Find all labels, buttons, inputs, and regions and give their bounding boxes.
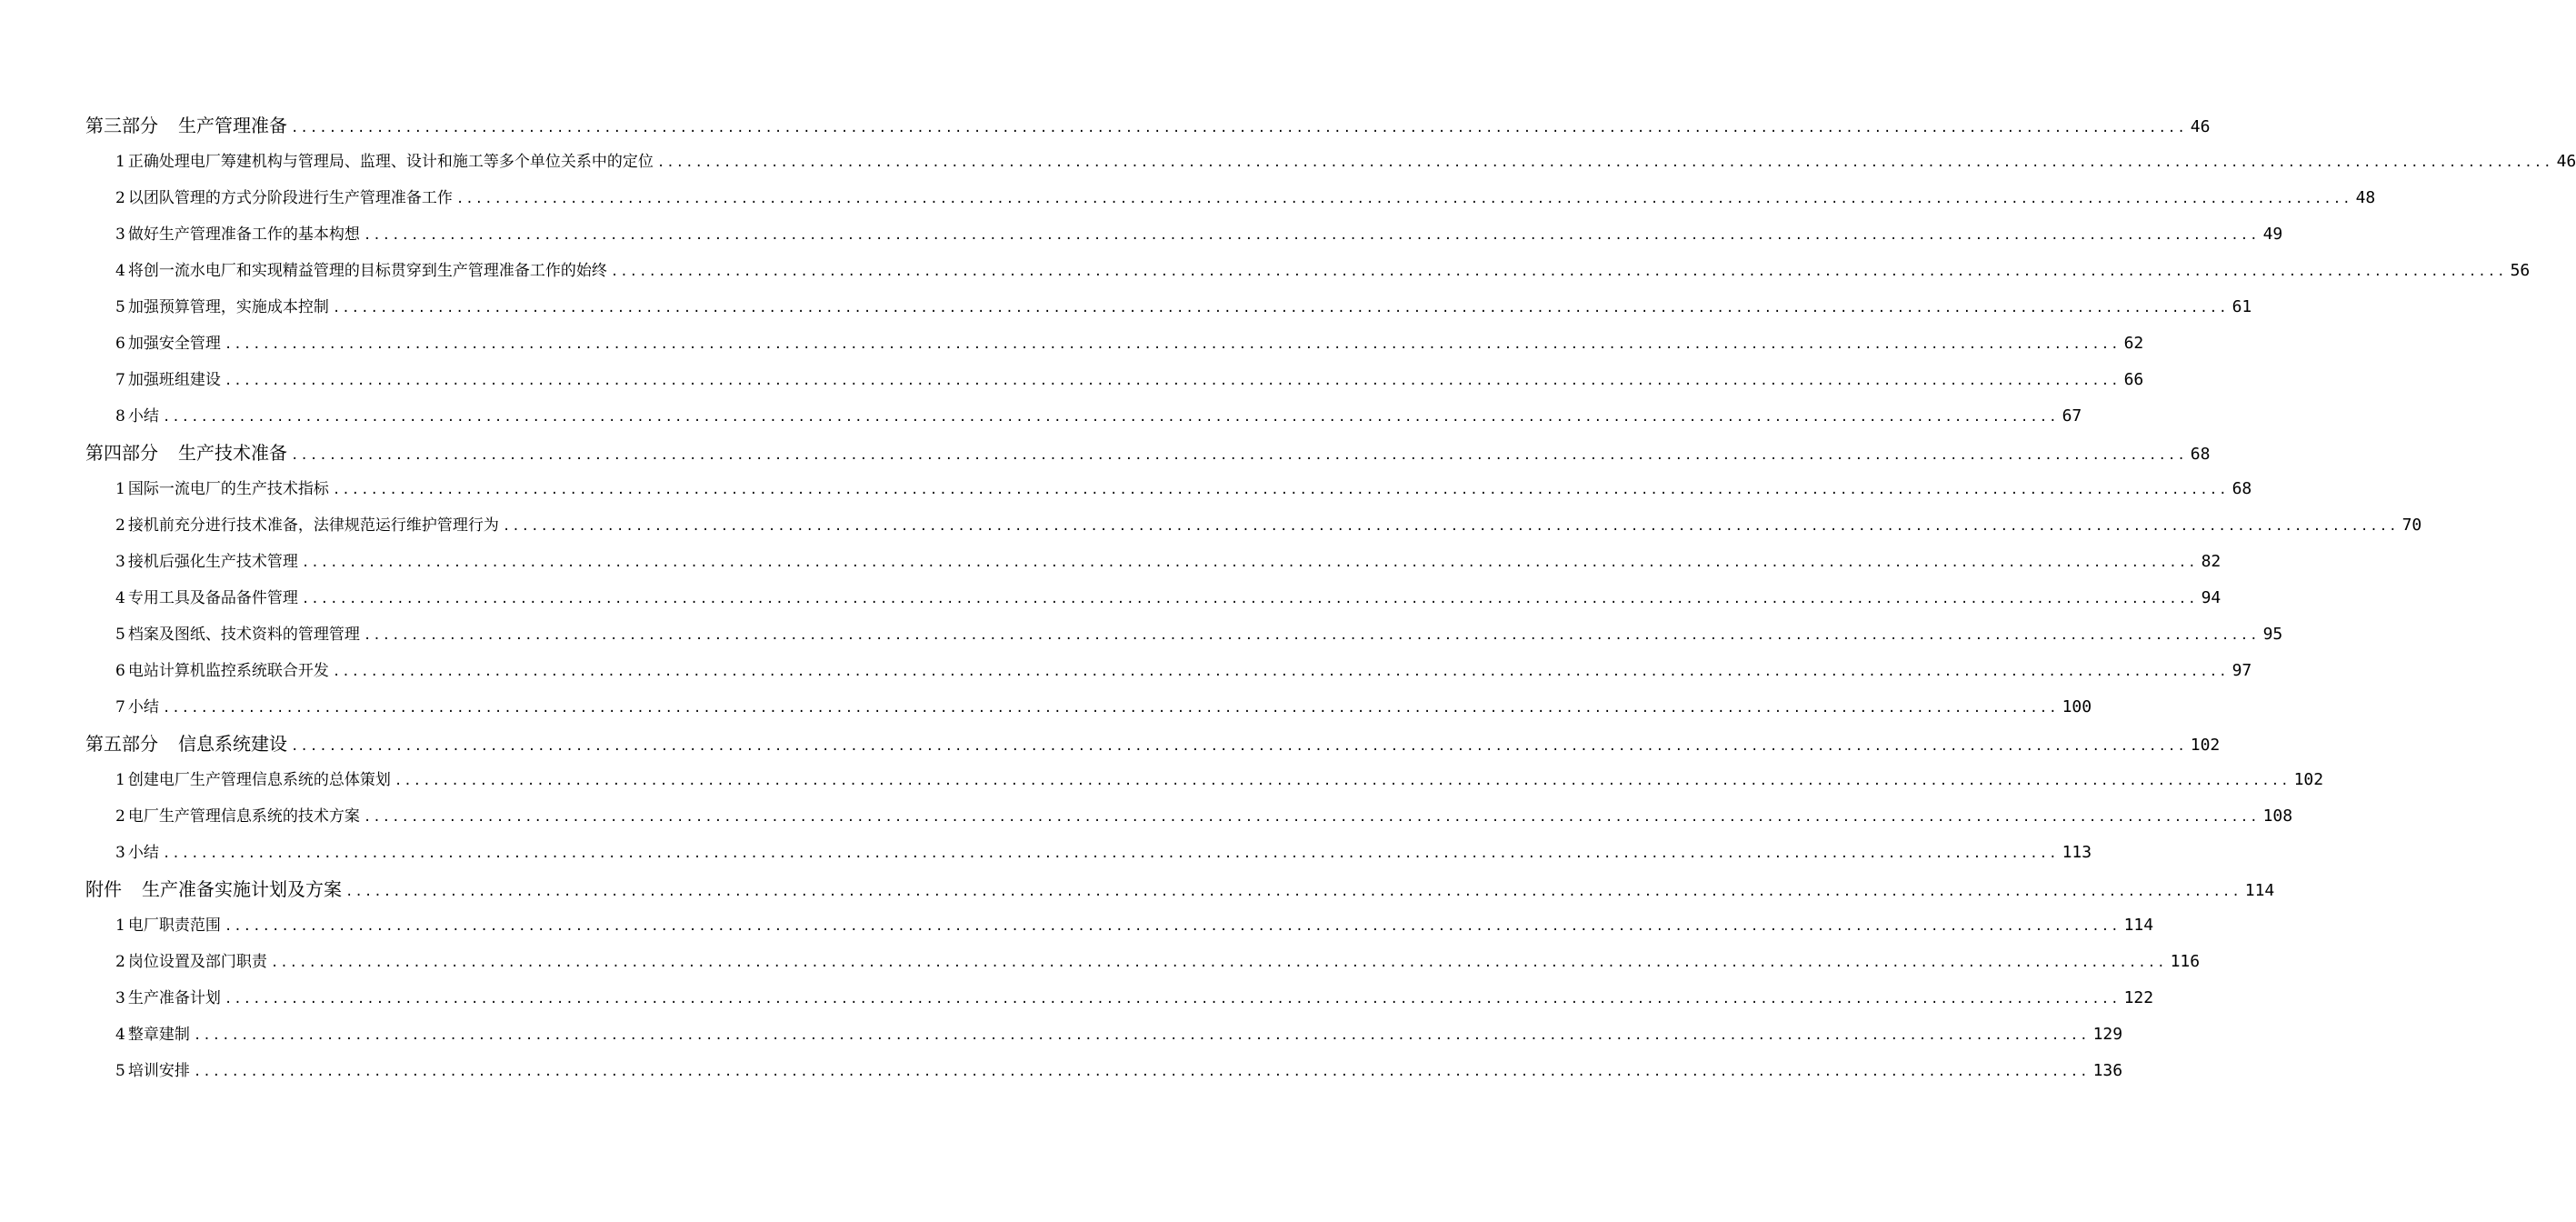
toc-entry[interactable] [85,762,2324,798]
toc-page-number: 61 [2232,297,2252,316]
toc-title: 接机前充分进行技术准备，法律规范运行维护管理行为 [127,516,499,535]
toc-part-heading[interactable] [85,107,2211,144]
toc-page-number: 70 [2401,516,2422,535]
toc-title: 小结 [127,698,159,716]
toc-label [115,944,267,980]
toc-entry[interactable] [85,835,2092,871]
toc-label [85,107,287,144]
toc-page-number: 67 [2062,406,2082,426]
toc-label [115,398,159,435]
toc-title: 整章建制 [127,1026,190,1044]
toc-title: 将创一流水电厂和实现精益管理的目标贯穿到生产管理准备工作的始终 [127,262,607,280]
toc-leader-dots: ........................................................................................................................................................................................................ [301,556,2198,570]
toc-label [115,798,360,835]
toc-title: 生产管理准备 [178,115,287,136]
toc-label [115,216,360,253]
toc-leader-dots: ........................................................................................................................................................................................................ [270,956,2167,970]
toc-title: 电厂生产管理信息系统的技术方案 [127,807,360,826]
toc-entry[interactable] [85,944,2201,980]
toc-label [115,507,499,544]
toc-number: 1 [115,480,125,498]
toc-title: 加强班组建设 [127,371,221,389]
toc-number: 2 [115,953,125,971]
toc-label [115,653,329,689]
toc-title: 接机后强化生产技术管理 [127,553,298,571]
toc-number: 7 [115,371,125,389]
toc-leader-dots: ........................................................................................................................................................................................................ [162,701,2059,716]
toc-number: 第四部分 [85,442,158,464]
toc-leader-dots: ........................................................................................................................................................................................................ [610,265,2507,279]
toc-number: 8 [115,407,125,426]
toc-title: 档案及图纸、技术资料的管理管理 [127,626,360,644]
toc-label [115,180,453,216]
toc-page-number: 97 [2232,661,2252,680]
toc-entry[interactable] [85,471,2252,507]
toc-number: 5 [115,626,125,644]
toc-number: 4 [115,262,125,280]
toc-title: 生产准备计划 [127,989,221,1007]
toc-label [85,435,287,471]
toc-title: 生产准备实施计划及方案 [142,878,342,900]
toc-page-number: 49 [2262,225,2283,244]
toc-label [115,580,298,616]
toc-leader-dots: ........................................................................................................................................................................................................ [291,739,2187,754]
toc-leader-dots: ........................................................................................................................................................................................................ [291,448,2187,463]
toc-leader-dots: ........................................................................................................................................................................................................ [193,1028,2090,1043]
toc-page-number: 100 [2062,697,2092,716]
toc-number: 4 [115,589,125,607]
toc-entry[interactable] [85,180,2376,216]
toc-number: 2 [115,516,125,535]
toc-entry[interactable] [85,398,2082,435]
toc-page-number: 116 [2170,952,2201,971]
toc-title: 电站计算机监控系统联合开发 [127,662,329,680]
toc-number: 2 [115,189,125,207]
toc-title: 岗位设置及部门职责 [127,953,267,971]
toc-page-number: 68 [2232,479,2252,498]
toc-page-number: 122 [2123,988,2154,1007]
toc-leader-dots: ........................................................................................................................................................................................................ [301,592,2198,606]
toc-part-heading[interactable] [85,435,2211,471]
toc-label [115,907,221,944]
toc-number: 5 [115,298,125,316]
toc-leader-dots: ........................................................................................................................................................................................................ [345,885,2242,899]
toc-title: 电厂职责范围 [127,916,221,935]
toc-leader-dots: ........................................................................................................................................................................................................ [291,121,2187,135]
toc-number: 7 [115,698,125,716]
toc-leader-dots: ........................................................................................................................................................................................................ [224,337,2121,352]
toc-title: 培训安排 [127,1062,190,1080]
toc-title: 以团队管理的方式分阶段进行生产管理准备工作 [127,189,453,207]
toc-entry[interactable] [85,907,2154,944]
toc-label [115,616,360,653]
toc-leader-dots: ........................................................................................................................................................................................................ [394,774,2291,788]
toc-page-number: 56 [2510,261,2531,280]
toc-entry[interactable] [85,1017,2123,1053]
toc-leader-dots: ........................................................................................................................................................................................................ [363,228,2260,243]
toc-number: 6 [115,662,125,680]
toc-leader-dots: ........................................................................................................................................................................................................ [502,519,2399,534]
toc-entry[interactable] [85,1053,2123,1089]
toc-number: 第三部分 [85,115,158,136]
toc-page-number: 102 [2293,770,2324,789]
toc-number: 3 [115,225,125,244]
toc-title: 创建电厂生产管理信息系统的总体策划 [127,771,391,789]
toc-label [115,1053,190,1089]
toc-entry[interactable] [85,580,2222,616]
toc-page-number: 95 [2262,625,2283,644]
toc-part-heading[interactable] [85,871,2275,907]
toc-label [115,326,221,362]
toc-title: 国际一流电厂的生产技术指标 [127,480,329,498]
toc-title: 小结 [127,407,159,426]
toc-label [85,726,287,762]
toc-number: 2 [115,807,125,826]
toc-label [115,471,329,507]
toc-leader-dots: ........................................................................................................................................................................................................ [224,992,2121,1007]
toc-number: 3 [115,553,125,571]
toc-number: 6 [115,335,125,353]
toc-number: 1 [115,153,125,171]
toc-label [115,1017,190,1053]
toc-page-number: 46 [2556,152,2576,171]
toc-title: 加强预算管理，实施成本控制 [127,298,329,316]
toc-label [115,144,654,180]
toc-number: 附件 [85,878,122,900]
toc-entry[interactable] [85,507,2422,544]
toc-label [115,980,221,1017]
toc-label [115,253,607,289]
toc-leader-dots: ........................................................................................................................................................................................................ [224,919,2121,934]
toc-title: 生产技术准备 [178,442,287,464]
toc-title: 信息系统建设 [178,733,287,755]
toc-leader-dots: ........................................................................................................................................................................................................ [224,374,2121,388]
toc-leader-dots: ........................................................................................................................................................................................................ [656,155,2553,170]
toc-title: 加强安全管理 [127,335,221,353]
toc-label [115,762,391,798]
toc-page-number: 62 [2123,334,2144,353]
toc-number: 4 [115,1026,125,1044]
toc-page-number: 46 [2190,117,2211,136]
toc-number: 5 [115,1062,125,1080]
toc-leader-dots: ........................................................................................................................................................................................................ [193,1065,2090,1079]
toc-entry[interactable] [85,689,2092,726]
toc-page-number: 129 [2092,1025,2123,1044]
toc-leader-dots: ........................................................................................................................................................................................................ [363,810,2260,825]
toc-number: 3 [115,844,125,862]
toc-leader-dots: ........................................................................................................................................................................................................ [332,301,2229,316]
toc-leader-dots: ........................................................................................................................................................................................................ [455,192,2352,206]
toc-entry[interactable] [85,653,2252,689]
toc-number: 第五部分 [85,733,158,755]
table-of-contents [85,107,2576,1089]
toc-entry[interactable] [85,144,2576,180]
toc-number: 1 [115,916,125,935]
toc-title: 专用工具及备品备件管理 [127,589,298,607]
toc-label [115,362,221,398]
toc-entry[interactable] [85,544,2222,580]
toc-label [115,689,159,726]
toc-page-number: 113 [2062,843,2092,862]
toc-page-number: 94 [2201,588,2222,607]
toc-leader-dots: ........................................................................................................................................................................................................ [332,665,2229,679]
toc-page-number: 136 [2092,1061,2123,1080]
toc-page-number: 82 [2201,552,2222,571]
toc-page-number: 68 [2190,445,2211,464]
toc-label [85,871,342,907]
toc-entry[interactable] [85,253,2531,289]
toc-page-number: 48 [2355,188,2376,207]
toc-page-number: 114 [2244,881,2275,900]
toc-entry[interactable] [85,326,2144,362]
toc-part-heading[interactable] [85,726,2221,762]
toc-label [115,544,298,580]
toc-entry[interactable] [85,216,2283,253]
toc-entry[interactable] [85,798,2293,835]
toc-leader-dots: ........................................................................................................................................................................................................ [162,410,2059,425]
toc-label [115,835,159,871]
toc-leader-dots: ........................................................................................................................................................................................................ [162,846,2059,861]
toc-page-number: 102 [2190,736,2221,755]
toc-entry[interactable] [85,362,2144,398]
toc-entry[interactable] [85,616,2283,653]
toc-page-number: 66 [2123,370,2144,389]
toc-title: 小结 [127,844,159,862]
toc-number: 3 [115,989,125,1007]
toc-number: 1 [115,771,125,789]
toc-label [115,289,329,326]
toc-page-number: 114 [2123,916,2154,935]
toc-page-number: 108 [2262,806,2293,826]
toc-title: 正确处理电厂筹建机构与管理局、监理、设计和施工等多个单位关系中的定位 [127,153,654,171]
toc-entry[interactable] [85,980,2154,1017]
toc-entry[interactable] [85,289,2252,326]
toc-leader-dots: ........................................................................................................................................................................................................ [363,628,2260,643]
toc-leader-dots: ........................................................................................................................................................................................................ [332,483,2229,497]
toc-title: 做好生产管理准备工作的基本构想 [127,225,360,244]
